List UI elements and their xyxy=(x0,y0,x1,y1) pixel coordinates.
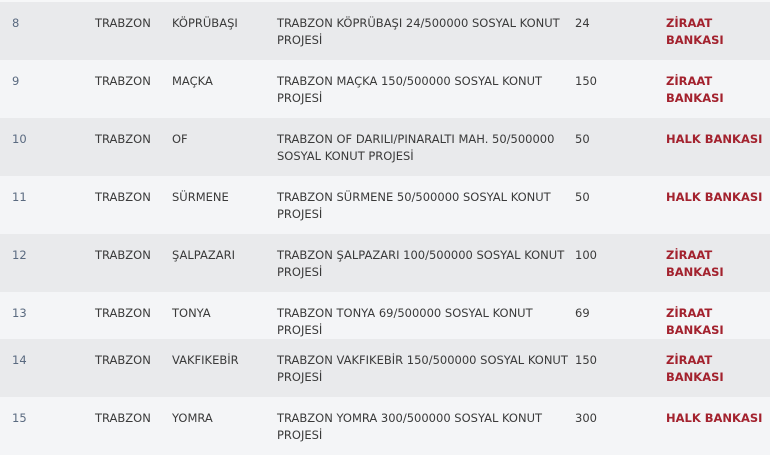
city-cell: TRABZON xyxy=(95,190,151,204)
row-number: 9 xyxy=(12,74,20,88)
housing-count-cell: 150 xyxy=(575,74,597,88)
project-name-cell: TRABZON KÖPRÜBAŞI 24/500000 SOSYAL KONUT PROJESİ xyxy=(277,16,560,47)
row-number: 11 xyxy=(12,190,27,204)
table-row xyxy=(0,2,770,60)
district-cell: KÖPRÜBAŞI xyxy=(172,16,238,30)
district-cell: ŞALPAZARI xyxy=(172,248,235,262)
bank-cell: HALK BANKASI xyxy=(666,411,763,425)
project-name-cell: TRABZON OF DARILI/PINARALTI MAH. 50/500000 SOSYAL KONUT PROJESİ xyxy=(277,132,555,163)
city-cell: TRABZON xyxy=(95,248,151,262)
table-row xyxy=(0,234,770,292)
table-row xyxy=(0,176,770,234)
table-row xyxy=(0,118,770,176)
district-cell: VAKFIKEBİR xyxy=(172,353,239,367)
city-cell: TRABZON xyxy=(95,306,151,320)
row-number: 12 xyxy=(12,248,27,262)
housing-count-cell: 300 xyxy=(575,411,597,425)
project-name-cell: TRABZON MAÇKA 150/500000 SOSYAL KONUT PROJESİ xyxy=(277,74,543,105)
housing-count-cell: 69 xyxy=(575,306,590,320)
city-cell: TRABZON xyxy=(95,74,151,88)
project-name-cell: TRABZON VAKFIKEBİR 150/500000 SOSYAL KONUT PROJESİ xyxy=(277,353,568,384)
bank-cell: ZİRAAT BANKASI xyxy=(666,16,724,47)
city-cell: TRABZON xyxy=(95,353,151,367)
city-cell: TRABZON xyxy=(95,132,151,146)
district-cell: OF xyxy=(172,132,188,146)
table-row xyxy=(0,397,770,455)
row-number: 15 xyxy=(12,411,27,425)
district-cell: MAÇKA xyxy=(172,74,213,88)
district-cell: YOMRA xyxy=(172,411,213,425)
row-number: 10 xyxy=(12,132,27,146)
row-number: 8 xyxy=(12,16,20,30)
table-row xyxy=(0,339,770,397)
table-row xyxy=(0,292,770,339)
bank-cell: HALK BANKASI xyxy=(666,190,763,204)
city-cell: TRABZON xyxy=(95,411,151,425)
housing-count-cell: 24 xyxy=(575,16,590,30)
row-number: 14 xyxy=(12,353,27,367)
bank-cell: ZİRAAT BANKASI xyxy=(666,74,724,105)
project-name-cell: TRABZON TONYA 69/500000 SOSYAL KONUT PROJESİ xyxy=(277,306,533,337)
project-name-cell: TRABZON SÜRMENE 50/500000 SOSYAL KONUT PROJESİ xyxy=(277,190,551,221)
city-cell: TRABZON xyxy=(95,16,151,30)
housing-projects-table xyxy=(0,2,770,455)
housing-count-cell: 150 xyxy=(575,353,597,367)
project-name-cell: TRABZON ŞALPAZARI 100/500000 SOSYAL KONUT PROJESİ xyxy=(277,248,565,279)
bank-cell: HALK BANKASI xyxy=(666,132,763,146)
project-name-cell: TRABZON YOMRA 300/500000 SOSYAL KONUT PROJESİ xyxy=(277,411,543,442)
housing-count-cell: 50 xyxy=(575,190,590,204)
bank-cell: ZİRAAT BANKASI xyxy=(666,248,724,279)
row-number: 13 xyxy=(12,306,27,320)
housing-count-cell: 50 xyxy=(575,132,590,146)
bank-cell: ZİRAAT BANKASI xyxy=(666,353,724,384)
table-row xyxy=(0,60,770,118)
bank-cell: ZİRAAT BANKASI xyxy=(666,306,724,337)
district-cell: TONYA xyxy=(172,306,211,320)
housing-count-cell: 100 xyxy=(575,248,597,262)
district-cell: SÜRMENE xyxy=(172,190,229,204)
